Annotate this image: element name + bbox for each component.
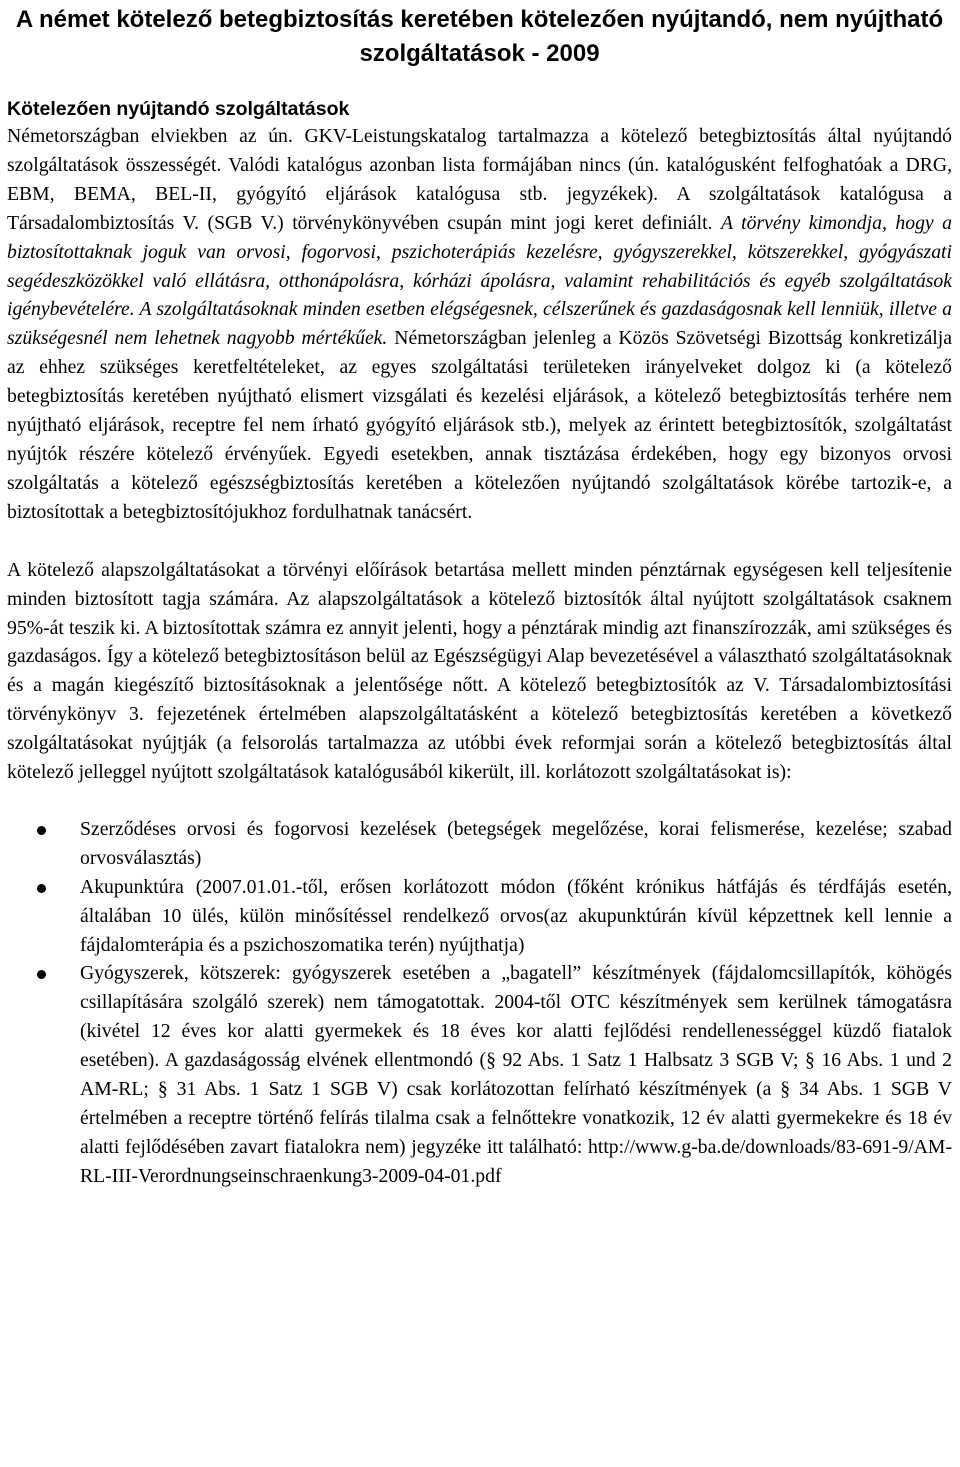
paragraph-1-rest: Németországban jelenleg a Közös Szövetségi Bizottság konkretizálja az ehhez szükséges keretfeltételeket, az egyes szolgáltatási területeken irányelveket dolgoz ki (a kötelező betegbiztosítás keretében nyújtható elismert vizsgálati és kezelési eljárások, a kötelező betegbiztosítás terhére nem nyújtható eljárások, receptre fel nem írható gyógyító eljárások stb.), melyek az érintett betegbiztosítók, szolgáltatást nyújtók részére kötelező érvényűek. Egyedi esetekben, annak tisztázása érdekében, hogy egy bizonyos orvosi szolgáltatás a kötelező egészségbiztosítás keretében a kötelezően nyújtandó szolgáltatások körébe tartozik-e, a biztosítottak a betegbiztosítójukhoz fordulhatnak tanácsért. [7,327,952,523]
list-item-text: Akupunktúra (2007.01.01.-től, erősen korlátozott módon (főként krónikus hátfájás és térdfájás esetén, általában 10 ülés, külön minősítéssel rendelkező orvos(az akupunktúrán kívül képzettnek kell lennie a fájdalomterápia és a pszichoszomatika terén) nyújthatja) [80,875,952,956]
document-page [0,3,960,1467]
list-item-text: Gyógyszerek, kötszerek: gyógyszerek esetében a „bagatell” készítmények (fájdalomcsillapítók, köhögés csillapítására szolgáló szerek) nem támogatottak. 2004-től OTC készítmények sem kerülnek támogatásra (kivétel 12 éves kor alatti gyermekek és 18 éves kor alatti fejlődési rendellenességgel küzdő fiatalok esetében). A gazdaságosság elvének ellentmondó (§ 92 Abs. 1 Satz 1 Halbsatz 3 SGB V; § 16 Abs. 1 und 2 AM-RL; § 31 Abs. 1 Satz 1 SGB V) csak korlátozottan felírható készítmények (a § 34 Abs. 1 SGB V értelmében a receptre történő felírás tilalma csak a felnőttekre vonatkozik, 12 év alatti gyermekekre és 18 év alatti fejlődésében zavart fiatalokra nem) jegyzéke itt található: http://www.g-ba.de/downloads/83-691-9/AM-RL-III-Verordnungseinschraenkung3-2009-04-01.pdf [80,962,952,1187]
bullet-icon [37,826,46,835]
paragraph-1 [7,122,952,527]
bullet-icon [37,970,46,979]
paragraph-1-intro: Németországban elviekben az ún. GKV-Leistungskatalog tartalmazza a kötelező betegbiztosítás által nyújtandó szolgáltatások összességét. Valódi katalógus azonban lista formájában nincs (ún. katalógusként felfoghatóak a DRG, EBM, BEMA, BEL-II, gyógyító eljárások katalógusa stb. jegyzékek). A szolgáltatások katalógusa a Társadalombiztosítás V. (SGB V.) törvénykönyvében csupán mint jogi keret definiált. [7,125,952,234]
section-heading: Kötelezően nyújtandó szolgáltatások [7,98,350,120]
paragraph-1-italic: A törvény kimondja, hogy a biztosítottaknak joguk van orvosi, fogorvosi, pszichoterápiás kezelésre, gyógyszerekkel, kötszerekkel, gyógyászati segédeszközökkel való ellátásra, otthonápolásra, kórházi ápolásra, valamint rehabilitációs és egyéb szolgáltatások igénybevételére. A szolgáltatásoknak minden esetben elégségesnek, célszerűnek és gazdaságosnak kell lenniük, illetve a szükségesnél nem lehetnek nagyobb mértékűek. [7,211,952,350]
list-item [7,959,952,1190]
document-title: A német kötelező betegbiztosítás keretében kötelezően nyújtandó, nem nyújtható szolgáltatások - 2009 [15,6,944,67]
service-list [7,815,952,1191]
list-item [7,873,952,960]
list-item-text: Szerződéses orvosi és fogorvosi kezelések (betegségek megelőzése, korai felismerése, kezelése; szabad orvosválasztás) [80,817,952,869]
paragraph-2: A kötelező alapszolgáltatásokat a törvényi előírások betartása mellett minden pénztárnak egységesen kell teljesítenie minden biztosított tagja számára. Az alapszolgáltatások a kötelező biztosítók által nyújtott szolgáltatások csaknem 95%-át teszik ki. A biztosítottak számra ez annyit jelenti, hogy a pénztárak mindig azt finanszírozzák, ami szükséges és gazdaságos. Így a kötelező betegbiztosításon belül az Egészségügyi Alap bevezetésével a választható szolgáltatásoknak és a magán kiegészítő biztosításoknak a jelentősége nőtt. A kötelező betegbiztosítók az V. Társadalombiztosítási törvénykönyv 3. fejezetének értelmében alapszolgáltatásként a kötelező betegbiztosítás keretében a következő szolgáltatásokat nyújtják (a felsorolás tartalmazza az utóbbi évek reformjai során a kötelező betegbiztosítás által kötelező jelleggel nyújtott szolgáltatások katalógusából kikerült, ill. korlátozott szolgáltatásokat is): [7,558,952,784]
list-item [7,815,952,873]
bullet-icon [37,884,46,893]
